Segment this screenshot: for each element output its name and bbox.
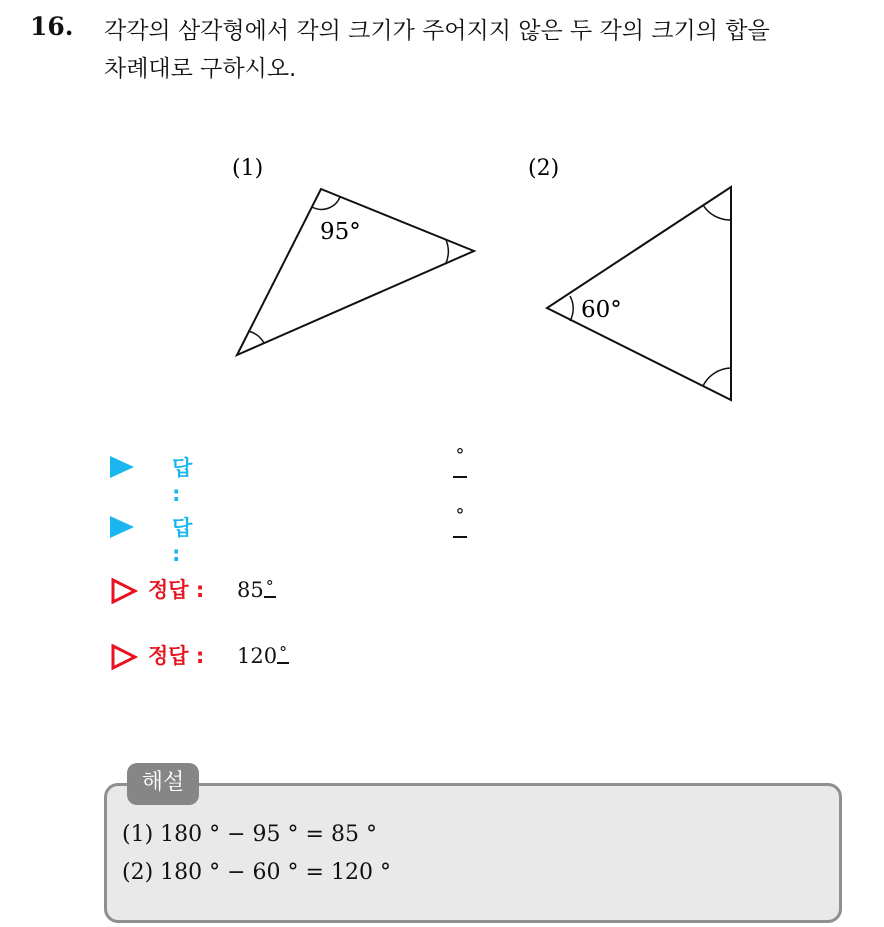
triangle-1-shape [237, 189, 474, 355]
triangle-2-angle-arc-bottom [703, 368, 731, 386]
explanation-tab: 해설 [127, 763, 199, 805]
correct-value-2 [237, 644, 289, 668]
figure-1-label: (1) [232, 156, 264, 181]
triangle-1-angle-value: 95° [320, 219, 361, 245]
triangle-2-angle-arc-top [703, 205, 731, 220]
outline-triangle-icon [110, 643, 138, 671]
triangle-2 [528, 156, 731, 400]
answer-row-2 [110, 505, 465, 566]
correct-number: 85 [237, 578, 264, 602]
answer-blank-1[interactable]: ° [453, 446, 467, 478]
figure-2-label: (2) [528, 156, 560, 181]
correct-label: 정답 : [148, 644, 205, 668]
triangle-1-angle-arc-right [446, 240, 448, 263]
question-line-2: 차례대로 구하시오. [104, 56, 297, 82]
triangle-2-shape [547, 187, 731, 400]
triangle-1 [232, 156, 474, 355]
play-triangle-icon [110, 516, 134, 538]
correct-label: 정답 : [148, 578, 205, 602]
triangle-2-angle-value: 60° [581, 297, 622, 323]
explanation-line-2: (2) 180 ° − 60 ° = 120 ° [122, 860, 391, 885]
correct-unit: ° [279, 643, 288, 662]
triangle-figures [0, 0, 884, 420]
outline-triangle-icon [110, 577, 138, 605]
play-triangle-icon [110, 456, 134, 478]
question-line-1: 각각의 삼각형에서 각의 크기가 주어지지 않은 두 각의 크기의 합을 [104, 18, 770, 44]
answer-row-1 [110, 445, 465, 506]
triangle-2-angle-arc-left [570, 296, 573, 321]
explanation-box [104, 783, 842, 923]
answer-blank-2[interactable]: ° [453, 506, 467, 538]
question-number: 16. [30, 12, 74, 41]
answer-label: 답 : [172, 516, 194, 566]
answer-label: 답 : [172, 456, 194, 506]
correct-unit: ° [265, 577, 274, 596]
correct-number: 120 [237, 644, 278, 668]
explanation-line-1: (1) 180 ° − 95 ° = 85 ° [122, 822, 377, 847]
correct-value-1 [237, 578, 276, 602]
triangle-1-angle-arc-bottom [248, 331, 264, 343]
